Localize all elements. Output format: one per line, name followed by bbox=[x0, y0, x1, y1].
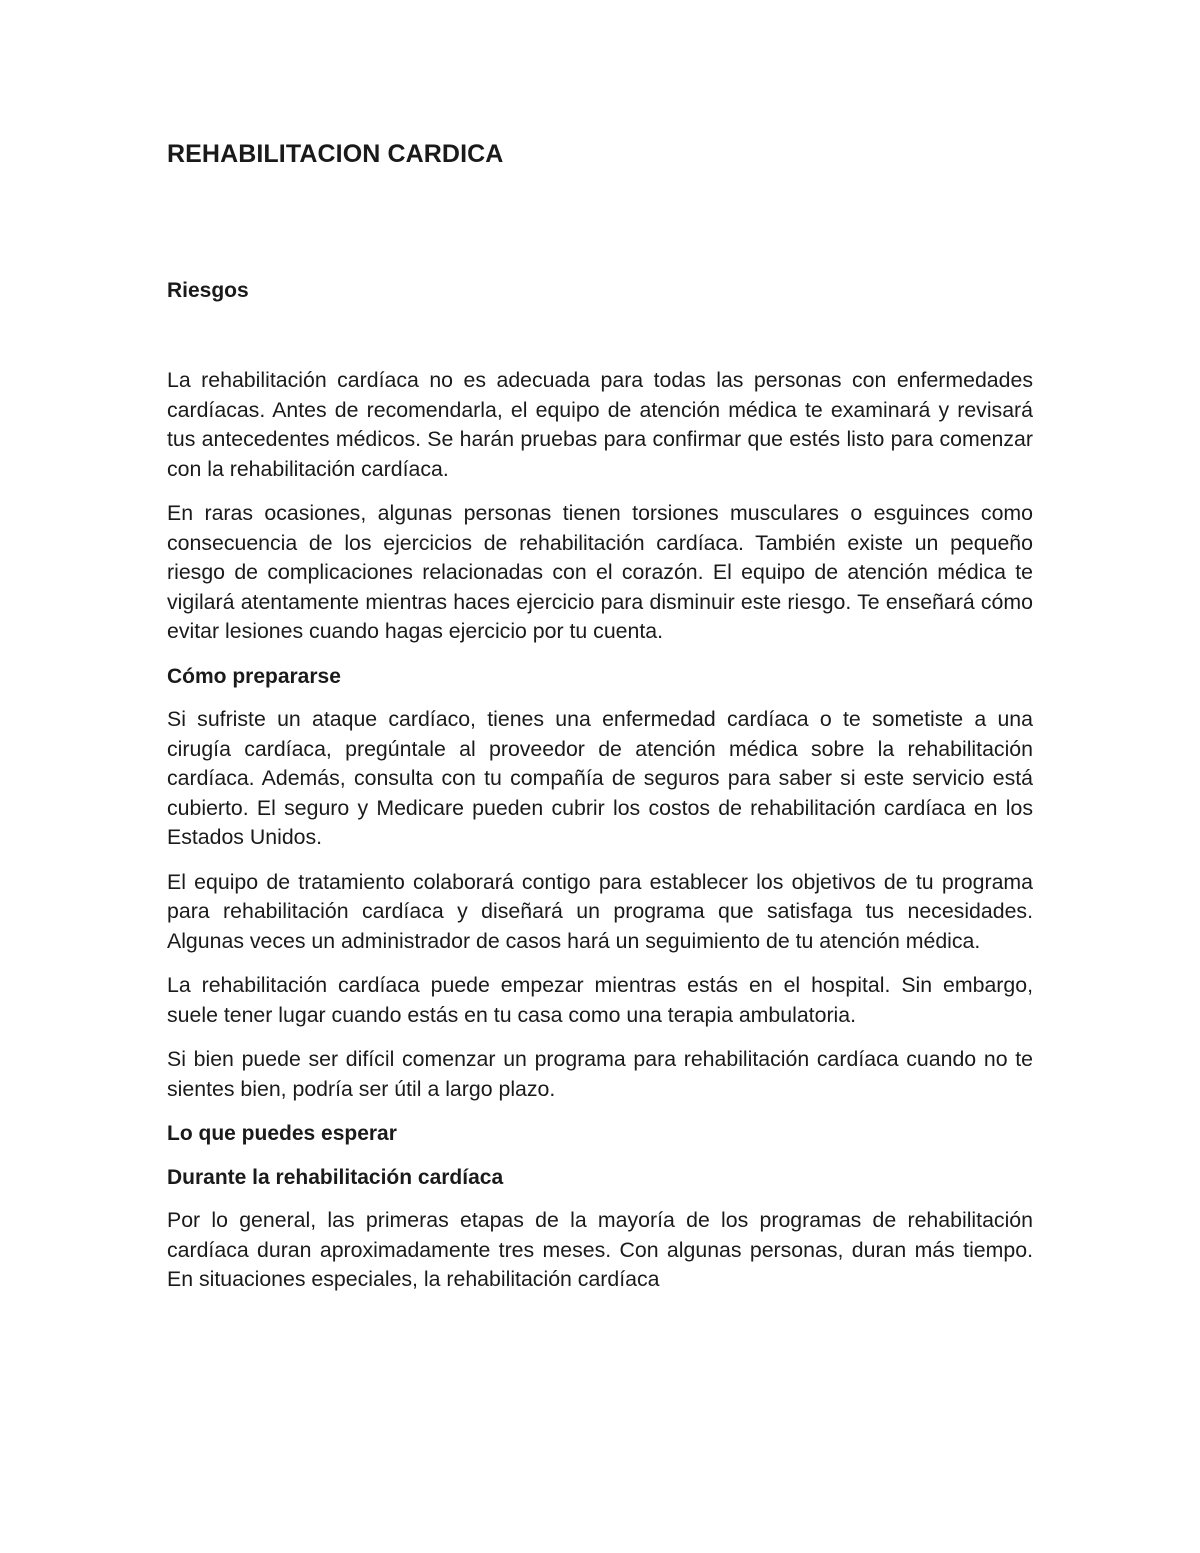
paragraph: Si bien puede ser difícil comenzar un programa para rehabilitación cardíaca cuando no te sientes bien, podría ser útil a largo plazo. bbox=[167, 1047, 1033, 1101]
paragraph: Si sufriste un ataque cardíaco, tienes una enfermedad cardíaca o te sometiste a una cirugía cardíaca, pregúntale al proveedor de atención médica sobre la rehabilitación cardíaca. Además, consulta con tu compañía de seguros para saber si este servicio está cubierto. El seguro y Medicare pueden cubrir los costos de rehabilitación cardíaca en los Estados Unidos. bbox=[167, 707, 1033, 849]
paragraph: La rehabilitación cardíaca puede empezar mientras estás en el hospital. Sin embargo, suele tener lugar cuando estás en tu casa como una terapia ambulatoria. bbox=[167, 973, 1033, 1027]
document-page bbox=[167, 0, 1033, 1553]
document-body bbox=[167, 366, 1033, 1310]
paragraph: En raras ocasiones, algunas personas tienen torsiones musculares o esguinces como consecuencia de los ejercicios de rehabilitación cardíaca. También existe un pequeño riesgo de complicaciones relacionadas con el corazón. El equipo de atención médica te vigilará atentamente mientras haces ejercicio para disminuir este riesgo. Te enseñará cómo evitar lesiones cuando hagas ejercicio por tu cuenta. bbox=[167, 501, 1033, 643]
paragraph: Por lo general, las primeras etapas de la mayoría de los programas de rehabilitación cardíaca duran aproximadamente tres meses. Con algunas personas, duran más tiempo. En situaciones especiales, la rehabilitación cardíaca bbox=[167, 1208, 1033, 1291]
paragraph: La rehabilitación cardíaca no es adecuada para todas las personas con enfermedades cardíacas. Antes de recomendarla, el equipo de atención médica te examinará y revisará tus antecedentes médicos. Se harán pruebas para confirmar que estés listo para comenzar con la rehabilitación cardíaca. bbox=[167, 368, 1033, 481]
section-heading-como-prepararse: Cómo prepararse bbox=[167, 664, 341, 688]
paragraph: El equipo de tratamiento colaborará contigo para establecer los objetivos de tu programa para rehabilitación cardíaca y diseñará un programa que satisfaga tus necesidades. Algunas veces un administrador de casos hará un seguimiento de tu atención médica. bbox=[167, 869, 1033, 953]
document-title: REHABILITACION CARDICA bbox=[167, 140, 504, 168]
section-heading-lo-que-puedes-esperar: Lo que puedes esperar bbox=[167, 1122, 397, 1145]
section-heading-riesgos: Riesgos bbox=[167, 279, 249, 302]
subsection-heading-durante-rehabilitacion: Durante la rehabilitación cardíaca bbox=[167, 1165, 504, 1189]
